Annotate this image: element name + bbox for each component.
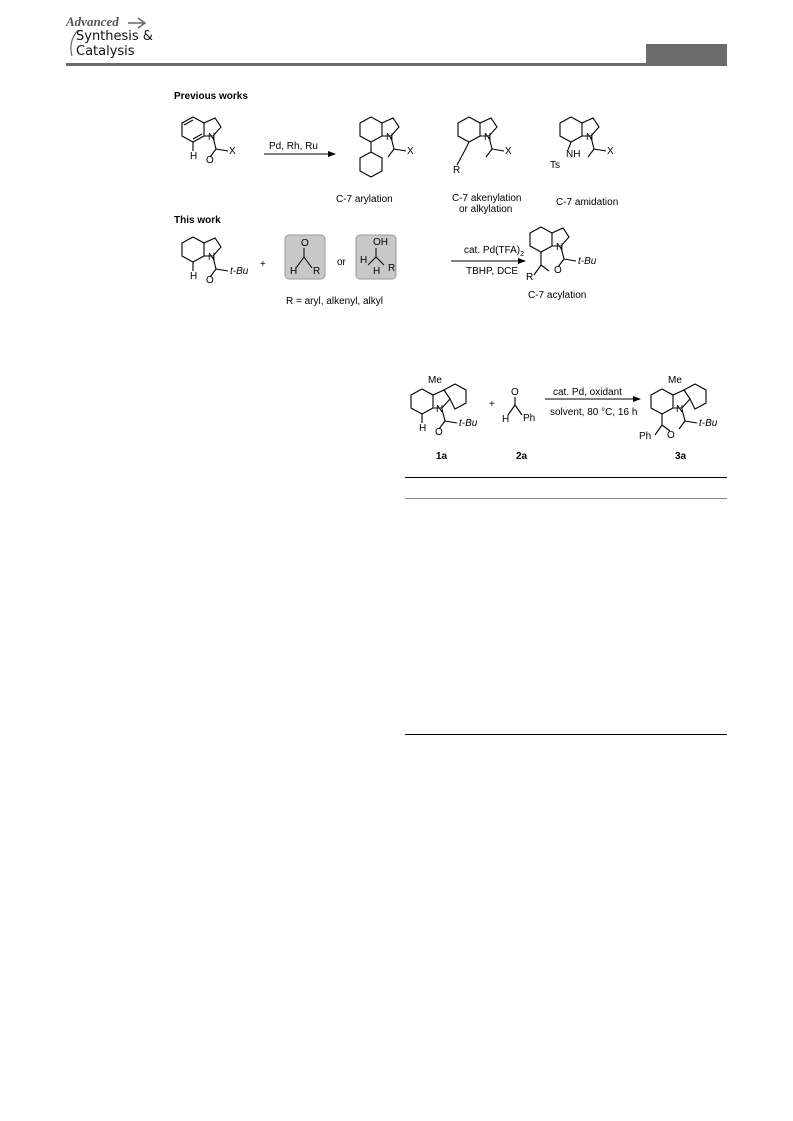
r-definition: R = aryl, alkenyl, alkyl [286, 296, 383, 307]
atom-x-2: X [407, 146, 414, 157]
conditions-label: TBHP, DCE [466, 266, 519, 277]
atom-n-2: N [386, 132, 394, 143]
solvent-cond-label: solvent, 80 °C, 16 h [550, 407, 638, 418]
acylation-label: C-7 acylation [528, 290, 587, 301]
atom-x-1: X [229, 146, 236, 157]
amidation-label: C-7 amidation [556, 197, 619, 208]
atom-h-6: H [290, 266, 298, 277]
atom-o-t2: O [511, 387, 519, 398]
catalyst-label [464, 245, 524, 258]
tbu-t1: t-Bu [459, 418, 478, 429]
tbu-label-2: t-Bu [578, 256, 597, 267]
plus-sign: + [260, 259, 266, 270]
ph-label-2: Ph [639, 431, 652, 442]
previous-works-heading: Previous works [174, 91, 248, 102]
table-top-rule [405, 477, 727, 478]
ph-label-1: Ph [523, 413, 536, 424]
atom-o-9: O [554, 265, 562, 276]
table-header-rule [405, 498, 727, 499]
atom-o-1: O [206, 155, 214, 166]
catalysts-label: Pd, Rh, Ru [269, 141, 318, 152]
catalyst-subscript: 2 [520, 251, 525, 258]
atom-h-5: H [190, 271, 198, 282]
compound-2a-label: 2a [516, 451, 528, 462]
atom-h-8: H [373, 266, 381, 277]
atom-n-1: N [208, 132, 216, 143]
atom-x-4: X [607, 146, 614, 157]
atom-r-7: R [388, 263, 396, 274]
atom-n-t3: N [676, 404, 684, 415]
atom-o-5: O [206, 275, 214, 286]
atom-n-5: N [208, 252, 216, 263]
journal-logo [66, 14, 186, 60]
reaction-scheme [168, 85, 638, 320]
table-bottom-rule [405, 734, 727, 735]
atom-o-t3: O [667, 430, 675, 441]
this-work-heading: This work [174, 215, 221, 226]
catalyst-text: cat. Pd(TFA) [464, 245, 521, 256]
plus-t: + [489, 399, 495, 410]
journal-name-line3: Catalysis [76, 44, 135, 59]
atom-r-1: R [453, 165, 461, 176]
header-rule [66, 63, 727, 66]
atom-n-9: N [556, 242, 564, 253]
tbu-label-1: t-Bu [230, 266, 249, 277]
atom-h-t2: H [502, 414, 510, 425]
cat-oxidant-label: cat. Pd, oxidant [553, 387, 622, 398]
atom-oh: OH [373, 237, 388, 248]
atom-nh: NH [566, 149, 581, 160]
compound-3a-label: 3a [675, 451, 687, 462]
atom-n-t1: N [436, 404, 444, 415]
atom-h-7: H [360, 255, 368, 266]
me-label-1: Me [428, 375, 442, 386]
atom-o-t1: O [435, 427, 443, 438]
table-scheme [405, 365, 727, 740]
atom-h-t1: H [419, 423, 427, 434]
atom-n-4: N [586, 132, 594, 143]
atom-r-9: R [526, 272, 534, 283]
journal-name-line1: Advanced [66, 14, 119, 29]
compound-1a-label: 1a [436, 451, 448, 462]
me-label-2: Me [668, 375, 682, 386]
tbu-t3: t-Bu [699, 418, 718, 429]
atom-o-6: O [301, 238, 309, 249]
atom-x-3: X [505, 146, 512, 157]
or-label: or [337, 257, 346, 268]
atom-r-6: R [313, 266, 321, 277]
journal-name-line2: Synthesis & [76, 29, 153, 44]
header-tab [646, 44, 727, 63]
arylation-label: C-7 arylation [336, 194, 393, 205]
alkenylation-label-1: C-7 akenylation [452, 193, 522, 204]
atom-n-3: N [484, 132, 492, 143]
atom-ts: Ts [550, 160, 560, 171]
atom-h-1: H [190, 151, 198, 162]
logo-swoosh-icon [64, 28, 84, 58]
alkenylation-label-2: or alkylation [459, 204, 513, 215]
